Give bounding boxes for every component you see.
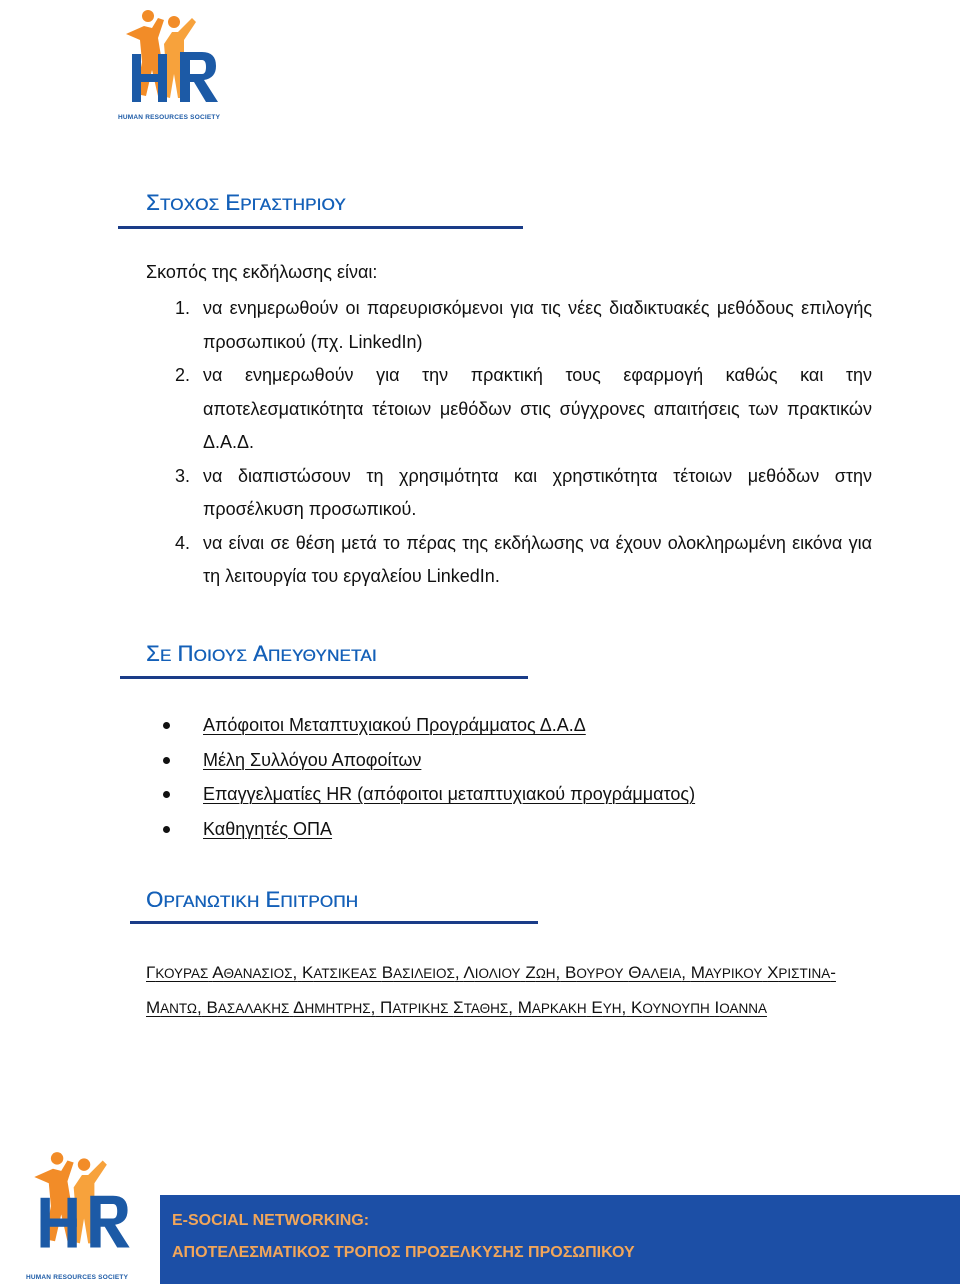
bullet-text: Επαγγελματίες HR (απόφοιτοι μεταπτυχιακού προγράμματος) <box>203 784 696 804</box>
list-item-text: να διαπιστώσουν τη χρησιμότητα και χρηστικότητα τέτοιων μεθόδων στην προσέλκυση προσωπικού. <box>203 465 872 519</box>
list-item-number: 1. <box>175 298 191 318</box>
list-item <box>146 527 872 594</box>
list-item-number: 3. <box>175 465 191 486</box>
bullet-icon <box>163 826 170 833</box>
objective-rule <box>118 226 523 229</box>
committee-rule <box>130 921 538 924</box>
footer-title: E-SOCIAL NETWORKING: <box>172 1212 370 1229</box>
footer-subtitle: ΑΠΟΤΕΛΕΣΜΑΤΙΚΟΣ ΤΡΟΠΟΣ ΠΡΟΣΕΛΚΥΣΗΣ ΠΡΟΣΩΠΙΚΟΥ <box>172 1244 635 1261</box>
hr-figures-icon <box>118 4 228 116</box>
objective-list <box>146 292 872 594</box>
objective-heading: ΣΤΟΧΟΣ ΕΡΓΑΣΤΗΡΙΟΥ <box>146 190 346 215</box>
bullet-icon <box>163 757 170 764</box>
list-item-text: να είναι σε θέση μετά το πέρας της εκδήλωσης να έχουν ολοκληρωμένη εικόνα για τη λειτουργία του εργαλείου LinkedIn. <box>203 532 872 586</box>
list-item <box>146 460 872 527</box>
list-item <box>146 292 872 359</box>
bullet-icon <box>163 722 170 729</box>
logo-caption: HUMAN RESOURCES SOCIETY <box>26 1274 129 1281</box>
bullet-icon <box>163 791 170 798</box>
committee-members: ΓΚΟΥΡΑΣ ΑΘΑΝΑΣΙΟΣ, ΚΑΤΣΙΚΕΑΣ ΒΑΣΙΛΕΙΟΣ, ΛΙΟΛΙΟΥ ΖΩΗ, ΒΟΥΡΟΥ ΘΑΛΕΙΑ, ΜΑΥΡΙΚΟΥ ΧΡΙΣΤΙΝΑ-ΜΑΝΤΩ, ΒΑΣΑΛΑΚΗΣ ΔΗΜΗΤΡΗΣ, ΠΑΤΡΙΚΗΣ ΣΤΑΘΗΣ, ΜΑΡΚΑΚΗ ΕΥΗ, ΚΟΥΝΟΥΠΗ ΙΟΑΝΝΑ <box>146 963 836 1017</box>
logo-caption: HUMAN RESOURCES SOCIETY <box>118 114 221 121</box>
bullet-item <box>160 777 695 812</box>
list-item <box>146 359 872 460</box>
bullet-item <box>160 812 695 847</box>
list-item-text: να ενημερωθούν για την πρακτική τους εφαρμογή καθώς και την αποτελεσματικότητα τέτοιων μεθόδων στις σύγχρονες απαιτήσεις των πρακτικών Δ.Α.Δ. <box>203 365 872 452</box>
audience-heading: ΣΕ ΠΟΙΟΥΣ ΑΠΕΥΘΥΝΕΤΑΙ <box>146 641 377 666</box>
objective-intro: Σκοπός της εκδήλωσης είναι: <box>146 262 378 282</box>
audience-rule <box>120 676 528 679</box>
hr-society-logo-top <box>118 4 228 122</box>
audience-list <box>160 708 695 846</box>
hr-figures-icon <box>26 1136 140 1272</box>
bullet-text: Μέλη Συλλόγου Αποφοίτων <box>203 749 422 770</box>
committee-heading: ΟΡΓΑΝΩΤΙΚΗ ΕΠΙΤΡΟΠΗ <box>146 887 359 912</box>
bullet-text: Απόφοιτοι Μεταπτυχιακού Προγράμματος Δ.Α.Δ <box>203 715 586 735</box>
list-item-number: 4. <box>175 532 191 553</box>
footer-banner <box>160 1195 960 1284</box>
hr-society-logo-bottom <box>26 1136 140 1284</box>
list-item-text: να ενημερωθούν οι παρευρισκόμενοι για τις νέες διαδικτυακές μεθόδους επιλογής προσωπικού (πχ. LinkedIn) <box>203 298 872 352</box>
bullet-item <box>160 708 695 743</box>
list-item-number: 2. <box>175 365 191 385</box>
bullet-text: Καθηγητές ΟΠΑ <box>203 818 333 839</box>
bullet-item <box>160 743 695 778</box>
